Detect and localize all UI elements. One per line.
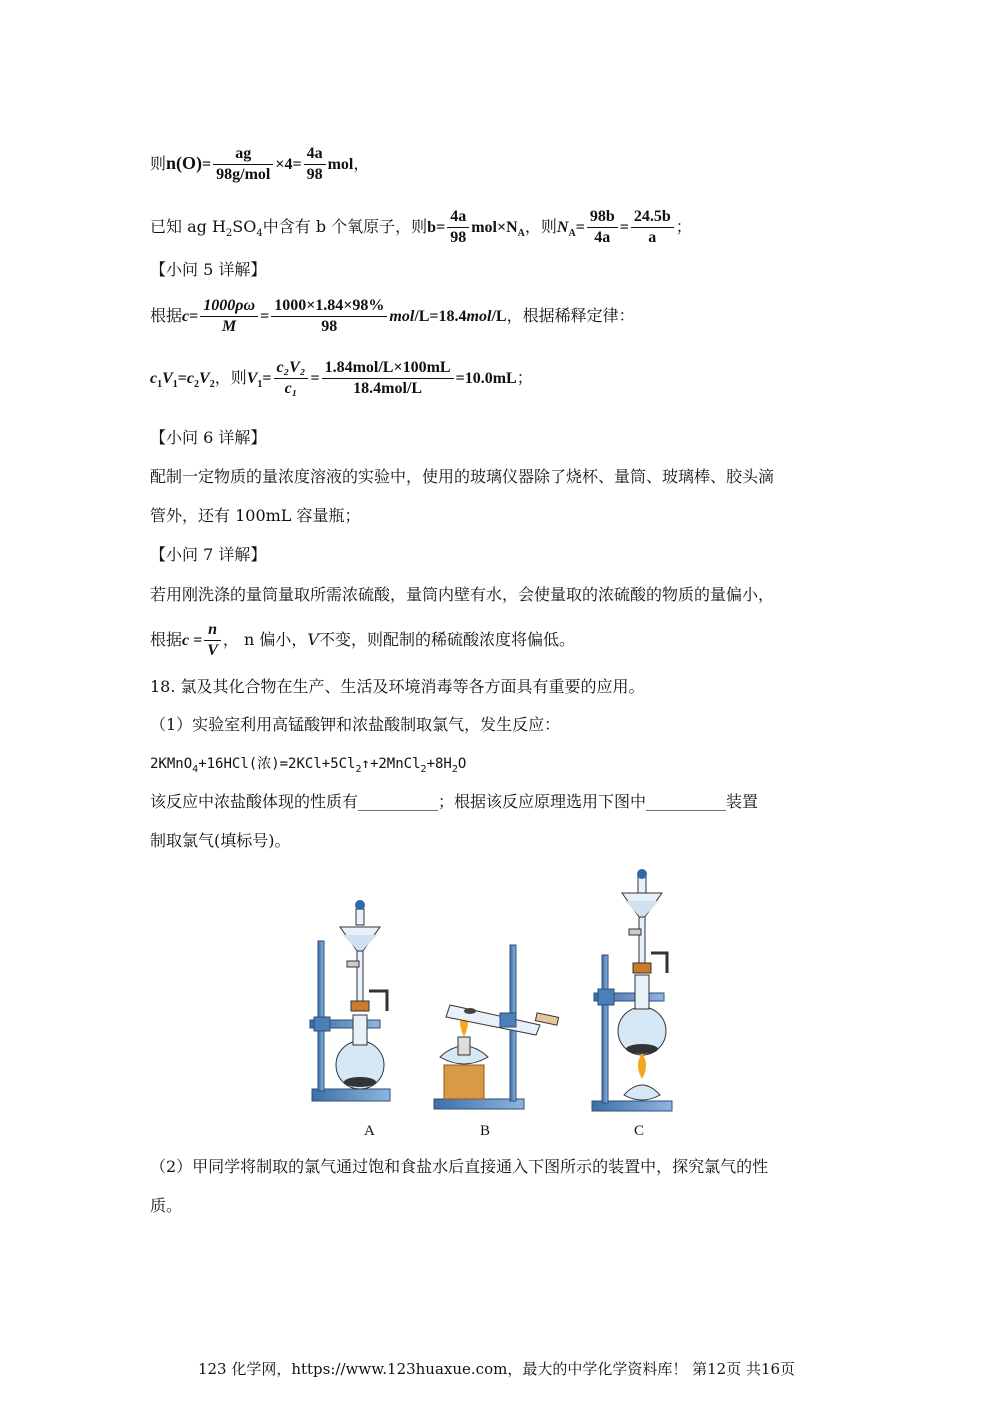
question-18: 18. 氯及其化合物在生产、生活及环境消毒等各方面具有重要的应用。	[150, 677, 645, 696]
question-18-part-1: （1）实验室利用高锰酸钾和浓盐酸制取氯气，发生反应：	[150, 715, 561, 734]
question-18-part-2-line-1: （2）甲同学将制取的氯气通过饱和食盐水后直接通入下图所示的装置中，探究氯气的性	[150, 1157, 769, 1176]
label-c: C	[634, 1123, 645, 1139]
reaction-equation: 2KMnO$_4$+16HCl(浓)$=2KCl+5Cl_2↑+2MnCl_2+8H_2O$	[150, 756, 467, 775]
apparatus-diagram	[300, 865, 700, 1120]
apparatus-c	[592, 869, 672, 1111]
paragraph-7-line-1: 若用刚洗涤的量筒量取所需浓硫酸，量筒内壁有水，会使量取的浓硫酸的物质的量偏小，	[150, 585, 775, 604]
question-18-part-1b-line-2: 制取氯气(填标号)。	[150, 831, 291, 850]
section-heading-6: 【小问 6 详解】	[150, 428, 267, 447]
label-b: B	[480, 1123, 491, 1139]
equation-concentration: 根据c= $\frac{1000\rho\omega}{M}$ = $\frac{1000\times 1.84\times 98\%}{98}$ mol/L=18.4mol/L，根据稀释定律：	[150, 297, 635, 335]
question-18-part-2-line-2: 质。	[150, 1196, 183, 1215]
equation-n-oxygen: 则n(O)= $\frac{ag}{\text{98g/mol}}$ ×4= $\frac{4a}{98}$ mol，	[150, 145, 370, 183]
page-footer: 123 化学网，https://www.123huaxue.com，最大的中学化学资料库！ 第12页 共16页	[197, 1360, 796, 1378]
apparatus-b	[434, 945, 559, 1109]
equation-dilution: $c_1V_1=c_2V_2$，则$V_1=$ $\frac{\text{c₂V₂}}{\text{c₁}}$ = $\frac{\text{1.84mol/L×100mL}}{\text{18.4mol/L}}$ =10.0mL；	[150, 359, 533, 397]
label-a: A	[364, 1123, 375, 1139]
paragraph-6-line-2: 管外，还有 100mL 容量瓶；	[150, 506, 361, 525]
apparatus-a	[310, 900, 390, 1101]
question-18-part-1b-line-1: 该反应中浓盐酸体现的性质有__________；根据该反应原理选用下图中__________装置	[150, 792, 759, 811]
section-heading-5: 【小问 5 详解】	[150, 260, 267, 279]
apparatus-figure	[300, 865, 700, 1139]
paragraph-7-line-2: 根据c = $\frac{n}{V}$ ， n 偏小，V不变，则配制的稀硫酸浓度将偏低。	[150, 621, 575, 659]
equation-avogadro: 已知 ag $H_2SO_4$中含有 b 个氧原子，则b= $\frac{4a}{98}$ $mol\times N_A$，则$N_A=$ $\frac{98b}{4a}$ = $\frac{24.5b}{a}$ ；	[150, 208, 692, 246]
section-heading-7: 【小问 7 详解】	[150, 545, 267, 564]
paragraph-6-line-1: 配制一定物质的量浓度溶液的实验中，使用的玻璃仪器除了烧杯、量筒、玻璃棒、胶头滴	[150, 467, 775, 486]
